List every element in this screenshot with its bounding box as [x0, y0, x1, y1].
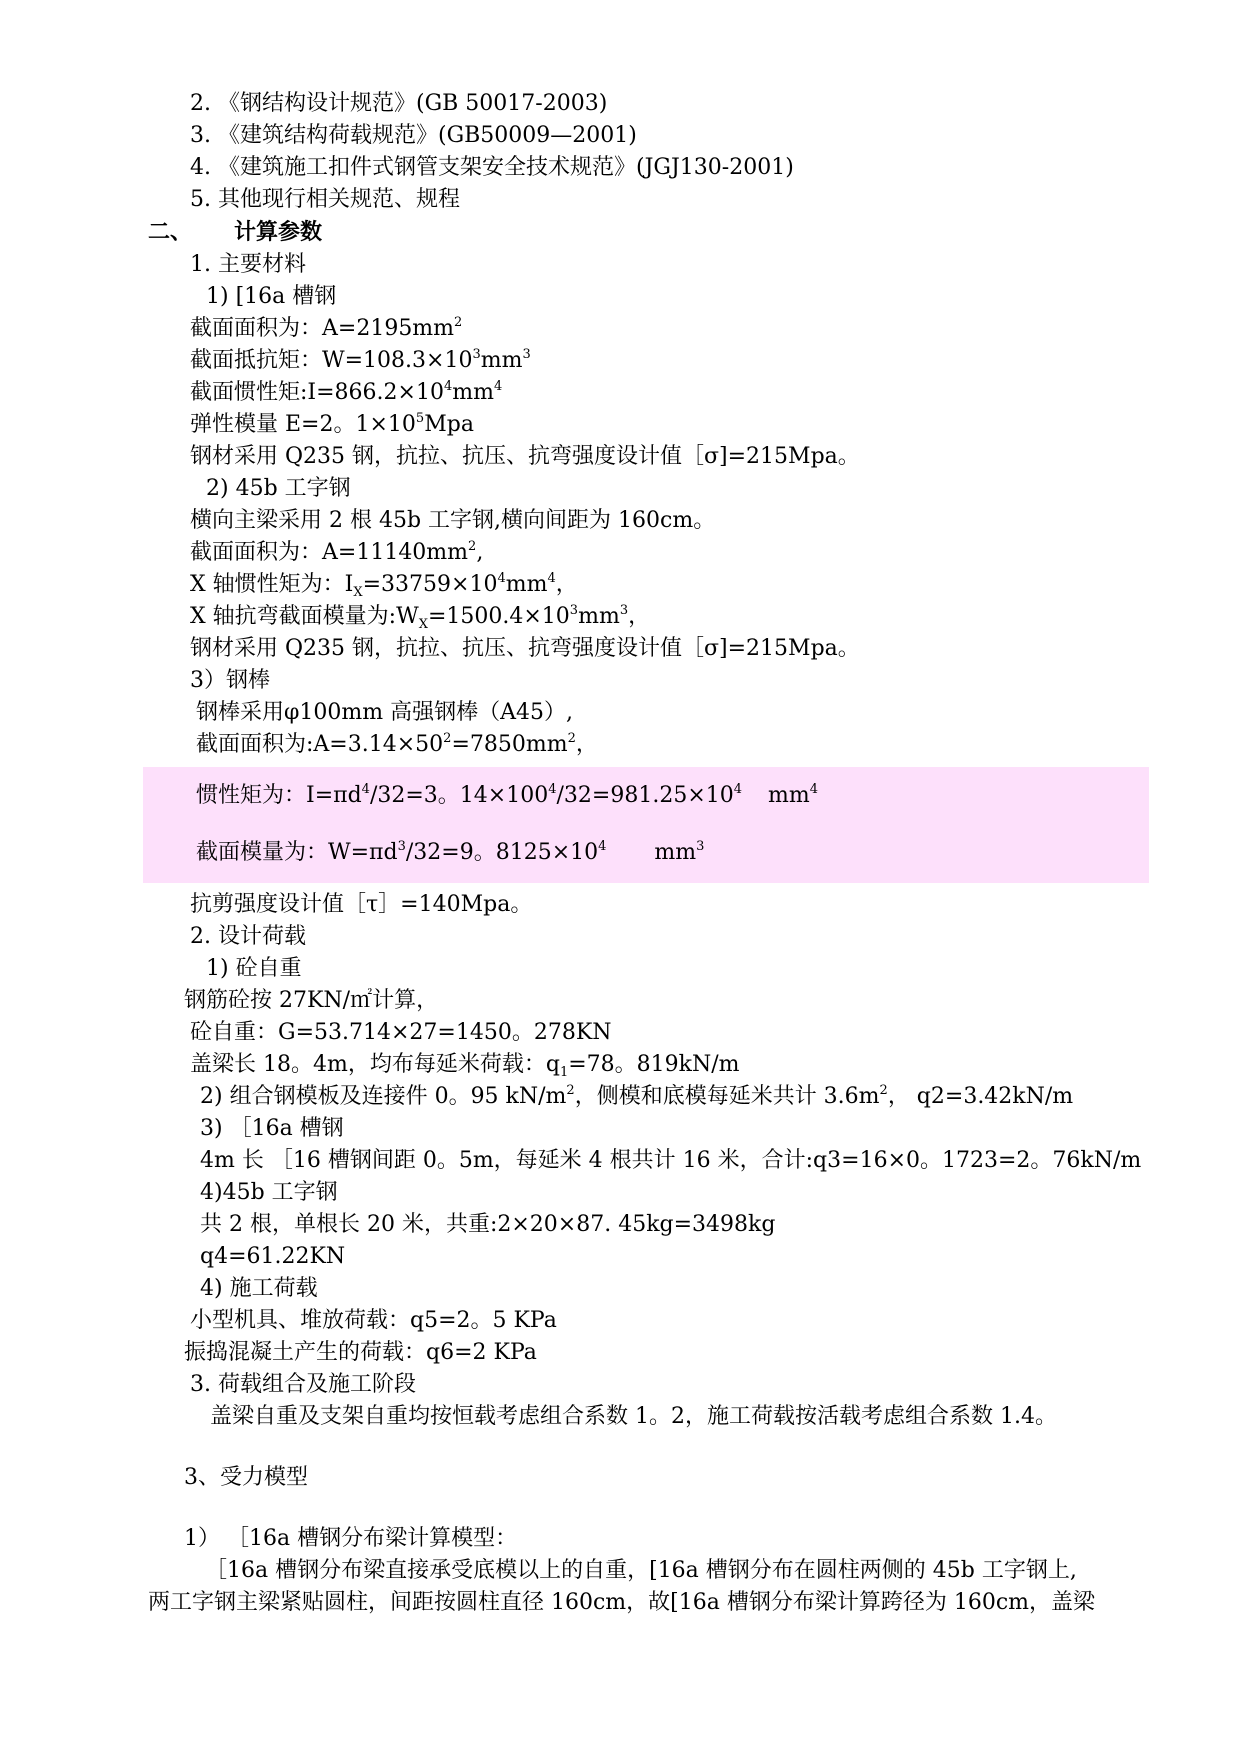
rod-area: 截面面积为$:A=3.14\times 50^2=7850mm^2$，: [196, 731, 598, 757]
channel-elastic-modulus: 弹性模量 E=2。$1\times 10^5Mpa$: [190, 411, 474, 437]
reference-item: 3. 《建筑结构荷载规范》(GB50009—2001): [190, 123, 637, 148]
material-title: 3）钢棒: [190, 668, 270, 693]
section-title: 计算参数: [234, 219, 323, 245]
subsection-title: 1. 主要材料: [190, 252, 306, 277]
reference-item: 2. 《钢结构设计规范》(GB 50017-2003): [190, 91, 608, 116]
channel-load: 4m 长 ［16 槽钢间距 0。5m，每延米 4 根共计 16 米，合计:q3=16×0。1723=2。76kN/m: [200, 1148, 1142, 1173]
reference-item: 4. 《建筑施工扣件式钢管支架安全技术规范》(JGJ130-2001): [190, 155, 794, 180]
load-title: 3) ［16a 槽钢: [200, 1116, 344, 1141]
load-title: 4)45b 工字钢: [200, 1180, 338, 1205]
ibeam-modulus: X 轴抗弯截面模量为$:W_X=1500.4\times 10^3mm^3$，: [190, 603, 651, 632]
reference-item: 5. 其他现行相关规范、规程: [190, 187, 460, 212]
vibration-load: 振捣混凝土产生的荷载：q6=2 KPa: [184, 1340, 537, 1365]
ibeam-load: q4=61.22KN: [200, 1244, 346, 1269]
material-title: 2) 45b 工字钢: [206, 476, 351, 501]
beam-distributed-load: 盖梁长 18。4m，均布每延米荷载：$q_1=78$。819kN/m: [190, 1052, 740, 1080]
load-title: 1) 砼自重: [206, 956, 302, 981]
channel-area: 截面面积为：$A=2195mm^2$: [190, 315, 463, 341]
model-subtitle: 1） ［16a 槽钢分布梁计算模型：: [184, 1526, 518, 1551]
ibeam-steel-grade: 钢材采用 Q235 钢，抗拉、抗压、抗弯强度设计值［σ]=215Mpa。: [190, 636, 860, 661]
ibeam-inertia: X 轴惯性矩为：$I_X=33759\times 10^4mm^4$，: [190, 571, 578, 600]
material-title: 1) [16a 槽钢: [206, 284, 337, 309]
subsection-title: 2. 设计荷载: [190, 924, 306, 949]
channel-inertia: 截面惯性矩$:I=866.2\times 10^4mm^4$: [190, 379, 503, 405]
model-paragraph-line: 两工字钢主梁紧贴圆柱，间距按圆柱直径 160cm，故[16a 槽钢分布梁计算跨径为 160cm，盖梁: [148, 1590, 1096, 1615]
ibeam-description: 横向主梁采用 2 根 45b 工字钢,横向间距为 160cm。: [190, 508, 716, 533]
load-title: 4) 施工荷载: [200, 1276, 318, 1301]
rod-modulus: 截面模量为：$W=\pi d^3/32=9$。$8125\times 10^4$ $mm^3$: [196, 839, 705, 865]
formwork-load: 2) 组合钢模板及连接件 0。95 $kN/m^2$，侧模和底模每延米共计 $3.6m^2$， q2=3.42kN/m: [200, 1083, 1074, 1109]
concrete-weight: 砼自重：G=53.714×27=1450。278KN: [190, 1020, 612, 1045]
combination-text: 盖梁自重及支架自重均按恒载考虑组合系数 1。2，施工荷载按活载考虑组合系数 1.4。: [210, 1404, 1057, 1429]
rod-description: 钢棒采用φ100mm 高强钢棒（A45）,: [196, 700, 573, 725]
rod-inertia: 惯性矩为：$I=\pi d^4/32=3$。$14\times 100^4/32=981.25\times 10^4$ $mm^4$: [196, 782, 819, 808]
machine-load: 小型机具、堆放荷载：q5=2。5 KPa: [190, 1308, 557, 1333]
ibeam-weight: 共 2 根，单根长 20 米，共重:2×20×87. 45kg=3498kg: [200, 1212, 776, 1237]
channel-steel-grade: 钢材采用 Q235 钢，抗拉、抗压、抗弯强度设计值［σ]=215Mpa。: [190, 444, 860, 469]
model-paragraph-line: ［16a 槽钢分布梁直接承受底模以上的自重，[16a 槽钢分布在圆柱两侧的 45b 工字钢上,: [205, 1558, 1077, 1583]
concrete-basis: 钢筋砼按 27KN/㎡计算，: [184, 988, 439, 1013]
subsection-title: 3、受力模型: [184, 1465, 308, 1490]
channel-modulus: 截面抵抗矩：$W=108.3\times 10^3mm^3$: [190, 347, 531, 373]
rod-shear-strength: 抗剪强度设计值［τ］=140Mpa。: [190, 892, 533, 917]
ibeam-area: 截面面积为：$A=11140mm^2$,: [190, 539, 484, 565]
subsection-title: 3. 荷载组合及施工阶段: [190, 1372, 416, 1397]
section-number: 二、: [148, 219, 193, 245]
